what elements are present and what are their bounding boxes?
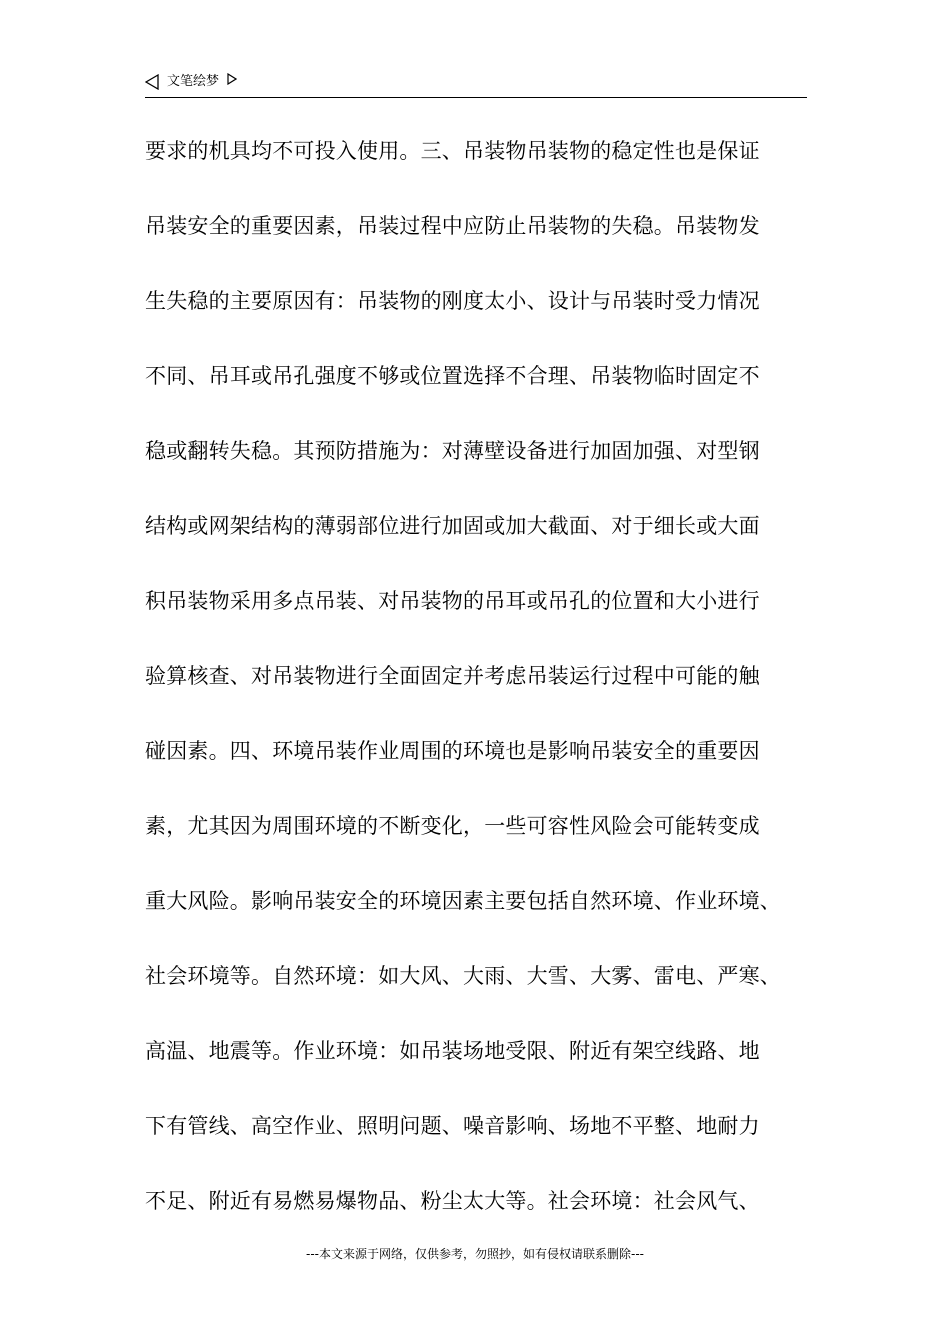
text-line: 结构或网架结构的薄弱部位进行加固或加大截面、对于细长或大面	[145, 514, 760, 538]
text-line: 稳或翻转失稳。其预防措施为：对薄壁设备进行加固加强、对型钢	[145, 439, 760, 463]
brand-text: 文笔绘梦	[167, 74, 220, 89]
text-line: 下有管线、高空作业、照明问题、噪音影响、场地不平整、地耐力	[145, 1114, 760, 1138]
text-line: 社会环境等。自然环境：如大风、大雨、大雪、大雾、雷电、严寒、	[145, 964, 781, 988]
header-brand	[145, 74, 237, 90]
triangle-right-icon	[227, 73, 237, 85]
text-line: 不同、吊耳或吊孔强度不够或位置选择不合理、吊装物临时固定不	[145, 364, 760, 388]
text-line: 素，尤其因为周围环境的不断变化，一些可容性风险会可能转变成	[145, 814, 760, 838]
text-line: 不足、附近有易燃易爆物品、粉尘太大等。社会环境：社会风气、	[145, 1189, 760, 1213]
text-line: 碰因素。四、环境吊装作业周围的环境也是影响吊装安全的重要因	[145, 739, 760, 763]
footer-notice: ---本文来源于网络，仅供参考，勿照抄，如有侵权请联系删除---	[306, 1247, 644, 1261]
page-header	[145, 70, 807, 98]
header-divider	[145, 97, 807, 98]
text-line: 验算核查、对吊装物进行全面固定并考虑吊装运行过程中可能的触	[145, 664, 760, 688]
text-line: 吊装安全的重要因素，吊装过程中应防止吊装物的失稳。吊装物发	[145, 214, 760, 238]
text-line: 要求的机具均不可投入使用。三、吊装物吊装物的稳定性也是保证	[145, 139, 760, 163]
document-body	[145, 128, 825, 1253]
text-line: 重大风险。影响吊装安全的环境因素主要包括自然环境、作业环境、	[145, 889, 781, 913]
triangle-left-icon	[145, 74, 159, 90]
text-line: 生失稳的主要原因有：吊装物的刚度太小、设计与吊装时受力情况	[145, 289, 760, 313]
text-line: 高温、地震等。作业环境：如吊装场地受限、附近有架空线路、地	[145, 1039, 760, 1063]
text-line: 积吊装物采用多点吊装、对吊装物的吊耳或吊孔的位置和大小进行	[145, 589, 760, 613]
